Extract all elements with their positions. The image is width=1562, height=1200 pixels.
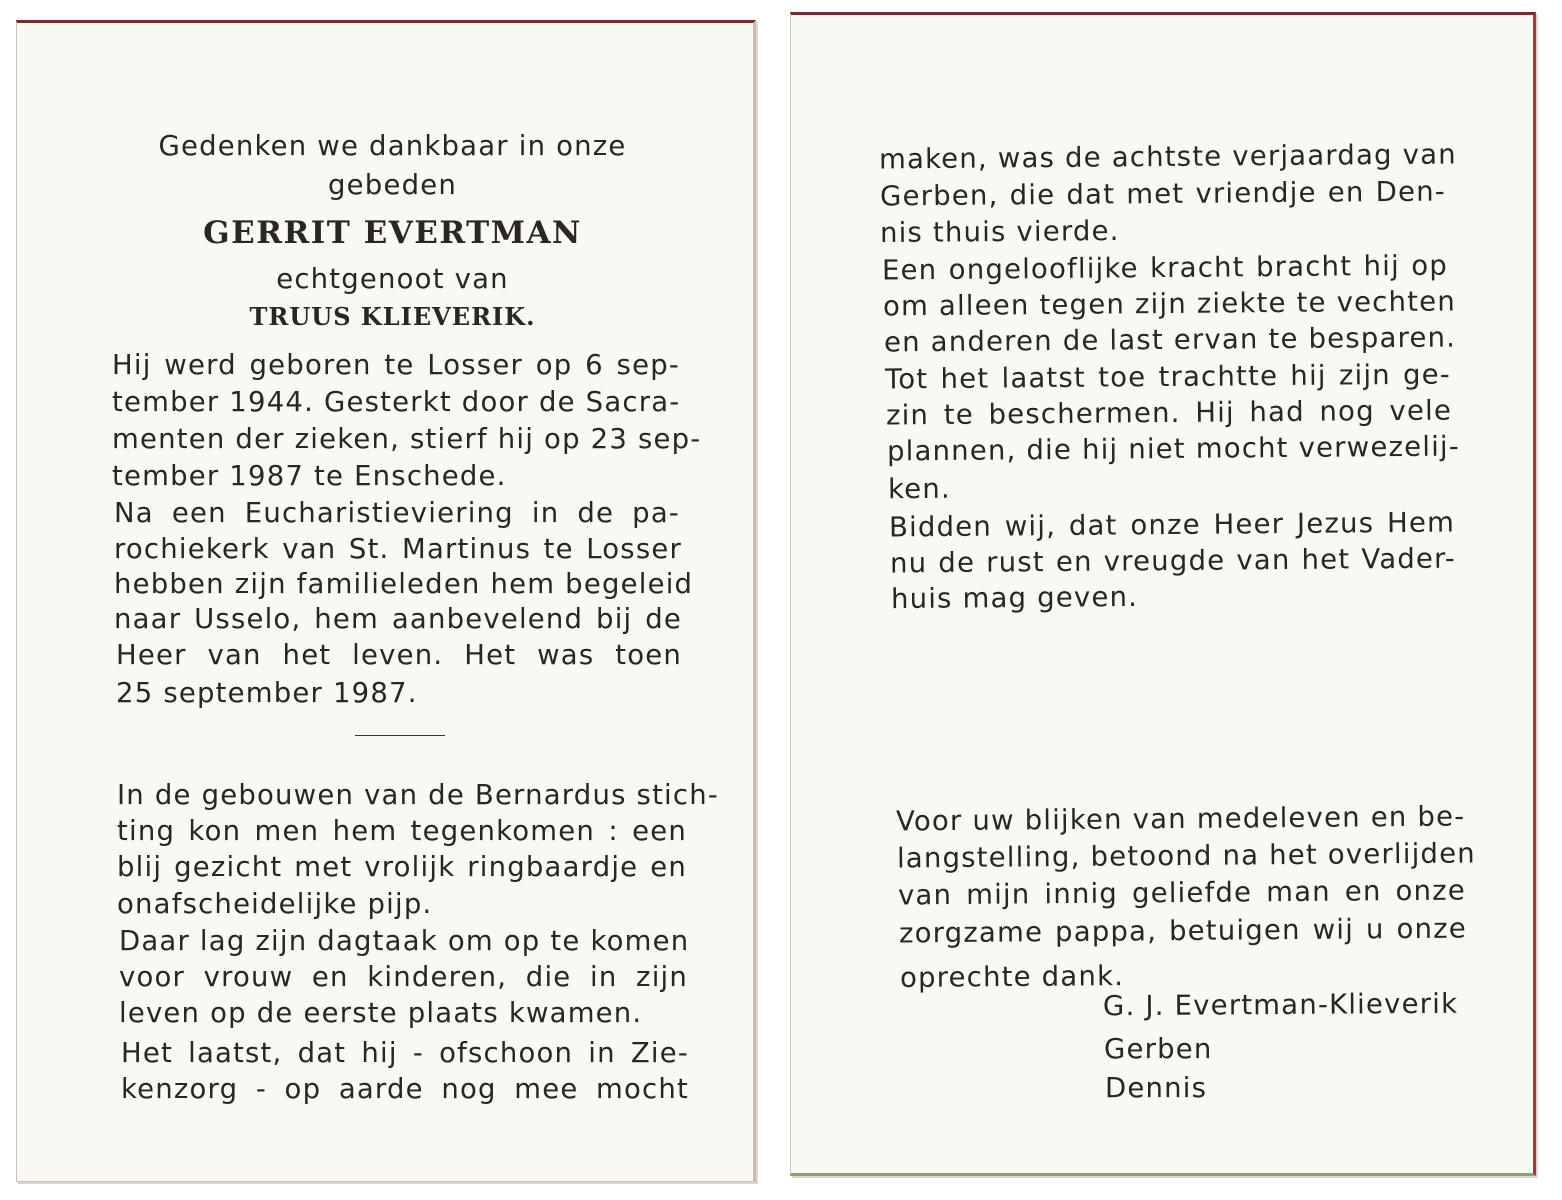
thanks-line: Voor uw blijken van medeleven en be- [895,800,1466,838]
text-line: leven op de eerste plaats kwamen. [119,997,643,1029]
text-line: kenzorg - op aarde nog mee mocht [121,1073,689,1105]
text-line: plannen, die hij niet mocht verwezelij- [886,430,1461,468]
text-line: zin te beschermen. Hij had nog vele [885,394,1453,432]
intro-line: gebeden [328,169,457,201]
spouse-label: echtgenoot van [276,263,509,295]
signature-name: Dennis [1105,1072,1208,1104]
text-line: Een ongelooflijke kracht bracht hij op [881,249,1449,287]
text-line: In de gebouwen van de Bernardus stich- [117,779,719,811]
text-line: Heer van het leven. Het was toen [116,639,682,671]
text-line: tember 1987 te Enschede. [112,460,507,492]
thanks-line: van mijn innig geliefde man en onze [897,874,1467,912]
text-line: Hij werd geboren te Losser op 6 sep- [112,349,680,381]
intro-line: Gedenken we dankbaar in onze [158,130,627,162]
text-line: 25 september 1987. [116,677,418,709]
text-line: huis mag geven. [890,580,1139,616]
text-line: maken, was de achtste verjaardag van [878,138,1457,176]
text-line: Het laatst, dat hij - ofschoon in Zie- [121,1037,689,1069]
text-line: Na een Eucharistieviering in de pa- [114,497,680,529]
text-line: menten der zieken, stierf hij op 23 sep- [112,423,702,455]
spouse-name: TRUUS KLIEVERIK. [249,302,536,331]
text-line: hebben zijn familieleden hem begeleid [114,568,694,600]
text-line: Daar lag zijn dagtaak om op te komen [119,925,690,957]
text-line: blij gezicht met vrolijk ringbaardje en [117,851,687,883]
text-line: Tot het laatst toe trachtte hij zijn ge- [884,358,1452,396]
text-line: voor vrouw en kinderen, die in zijn [119,961,688,993]
text-line: onafscheidelijke pijp. [117,888,433,920]
text-line: naar Usselo, hem aanbevelend bij de [114,603,682,635]
text-line: en anderen de last ervan te besparen. [883,321,1457,359]
text-line: Gerben, die dat met vriendje en Den- [879,175,1447,213]
text-line: om alleen tegen zijn ziekte te vechten [882,285,1457,323]
text-line: rochiekerk van St. Martinus te Losser [114,533,682,565]
thanks-line: langstelling, betoond na het overlijden [896,837,1476,875]
thanks-line: oprechte dank. [899,960,1125,994]
section-divider [355,735,445,736]
deceased-name: GERRIT EVERTMAN [203,215,582,251]
text-line: ting kon men hem tegenkomen : een [117,815,687,847]
thanks-line: zorgzame pappa, betuigen wij u onze [898,912,1468,950]
text-line: tember 1944. Gesterkt door de Sacra- [112,386,681,418]
signature-name: G. J. Evertman-Klieverik [1102,987,1459,1023]
text-line: ken. [887,472,951,506]
text-line: nu de rust en vreugde van het Vader- [889,542,1457,580]
text-line: nis thuis vierde. [879,214,1120,250]
text-line: Bidden wij, dat onze Heer Jezus Hem [888,506,1456,544]
signature-name: Gerben [1104,1033,1213,1065]
